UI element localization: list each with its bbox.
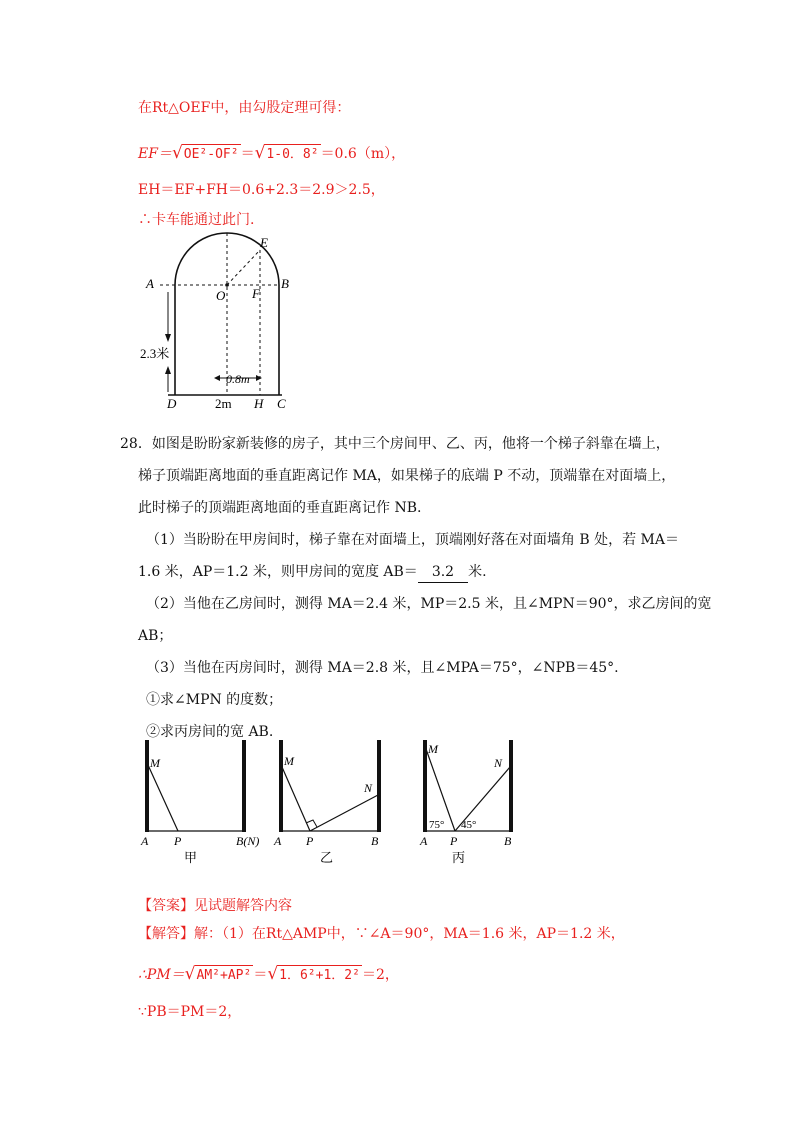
bing-angle-45: 45° xyxy=(461,819,477,831)
q28-intro-2: 梯子顶端距离地面的垂直距离记作 MA，如果梯子的底端 P 不动，顶端靠在对面墙上， xyxy=(138,468,676,484)
radical-sign: √ xyxy=(171,143,183,163)
ef-radicand-1: OE²-OF² xyxy=(182,144,241,165)
solution-line-1: 在Rt△OEF中，由勾股定理可得： xyxy=(138,100,351,116)
ef-equals: ＝ xyxy=(240,146,255,162)
pm-rhs: ＝2， xyxy=(361,967,399,983)
solve-tag: 【解答】 xyxy=(138,926,194,942)
pm-line xyxy=(138,964,399,986)
solve-line xyxy=(138,924,625,944)
label-c: C xyxy=(277,396,286,411)
part1-text: 1.6 米，AP＝1.2 米，则甲房间的宽度 AB＝ xyxy=(138,564,418,580)
jia-caption: 甲 xyxy=(184,850,198,865)
solution-line-2 xyxy=(138,143,405,165)
yi-label-a: A xyxy=(274,834,282,848)
q28-part1-b xyxy=(138,562,487,583)
q28-part1-a: （1）当盼盼在甲房间时，梯子靠在对面墙上，顶端刚好落在对面墙角 B 处，若 MA＝ xyxy=(146,532,679,548)
yi-label-n: N xyxy=(364,781,373,795)
point-o xyxy=(225,283,229,287)
q28-part2-a: （2）当他在乙房间时，测得 MA＝2.4 米，MP＝2.5 米，且∠MPN＝90°，求乙房间的宽 xyxy=(146,596,712,612)
ef-rhs: ＝0.6（m）， xyxy=(320,146,406,162)
label-h: H xyxy=(254,396,264,411)
bing-label-m: M xyxy=(428,742,438,756)
solution-line-4: ∴卡车能通过此门. xyxy=(138,212,255,228)
pm-radical-sign: √ xyxy=(184,964,196,984)
ef-radicand-2: 1-0．8² xyxy=(264,144,320,165)
solution-line-3: EH＝EF+FH＝0.6+2.3＝2.9＞2.5， xyxy=(138,182,385,198)
pm-radicand-2: 1．6²+1．2² xyxy=(277,965,362,986)
room-bing xyxy=(419,740,512,865)
dashed-oe xyxy=(227,250,260,285)
radical-sign-2: √ xyxy=(254,143,266,163)
answer-tag: 【答案】见试题解答内容 xyxy=(138,898,292,914)
solve-text: 解：（1）在Rt△AMP中，∵∠A＝90°，MA＝1.6 米，AP＝1.2 米， xyxy=(194,926,625,942)
bing-angle-75: 75° xyxy=(429,819,445,831)
jia-label-a: A xyxy=(141,834,149,848)
ef-lhs: EF＝ xyxy=(138,146,172,162)
bing-label-p: P xyxy=(450,834,458,848)
bing-caption: 丙 xyxy=(452,850,466,865)
jia-label-b: B(N) xyxy=(236,834,260,848)
label-a: A xyxy=(146,276,154,291)
q28-part2-b: AB； xyxy=(138,628,173,644)
part1-answer: 3.2 xyxy=(418,562,468,583)
label-f: F xyxy=(252,286,260,301)
yi-label-b: B xyxy=(371,834,379,848)
yi-caption: 乙 xyxy=(320,850,334,865)
room-yi xyxy=(273,740,379,865)
label-height: 2.3米 xyxy=(140,346,170,361)
part1-unit: 米. xyxy=(468,564,487,580)
label-o: O xyxy=(216,288,226,303)
pb-line: ∵PB＝PM＝2， xyxy=(138,1004,242,1020)
label-width: 2m xyxy=(215,396,232,411)
label-half: 0.8m xyxy=(226,372,250,386)
label-d: D xyxy=(167,396,177,411)
room-figures xyxy=(130,735,530,870)
yi-label-p: P xyxy=(306,834,314,848)
yi-ladder-pn xyxy=(310,795,378,831)
label-e: E xyxy=(260,235,268,250)
label-b: B xyxy=(281,276,289,291)
jia-label-m: M xyxy=(150,756,160,770)
jia-ladder xyxy=(148,765,178,831)
pm-radical-sign-2: √ xyxy=(267,964,279,984)
room-jia xyxy=(140,740,259,865)
q28-part3-2: ②求丙房间的宽 AB. xyxy=(146,724,274,740)
yi-ladder-mp xyxy=(282,767,310,831)
bing-label-n: N xyxy=(494,756,503,770)
bing-label-b: B xyxy=(504,834,512,848)
q28-intro-1: 28．如图是盼盼家新装修的房子，其中三个房间甲、乙、丙，他将一个梯子斜靠在墙上， xyxy=(120,436,670,452)
pm-lhs: ∴PM＝ xyxy=(138,967,185,983)
q28-intro-3: 此时梯子的顶端距离地面的垂直距离记作 NB. xyxy=(138,500,422,516)
pm-equals: ＝ xyxy=(253,967,268,983)
jia-label-p: P xyxy=(174,834,182,848)
yi-label-m: M xyxy=(284,754,294,768)
q28-part3: （3）当他在丙房间时，测得 MA＝2.8 米，且∠MPA＝75°，∠NPB＝45°. xyxy=(146,660,619,676)
bing-label-a: A xyxy=(420,834,428,848)
q28-part3-1: ①求∠MPN 的度数； xyxy=(146,692,283,708)
door-figure xyxy=(130,230,300,412)
pm-radicand-1: AM²+AP² xyxy=(195,965,254,986)
